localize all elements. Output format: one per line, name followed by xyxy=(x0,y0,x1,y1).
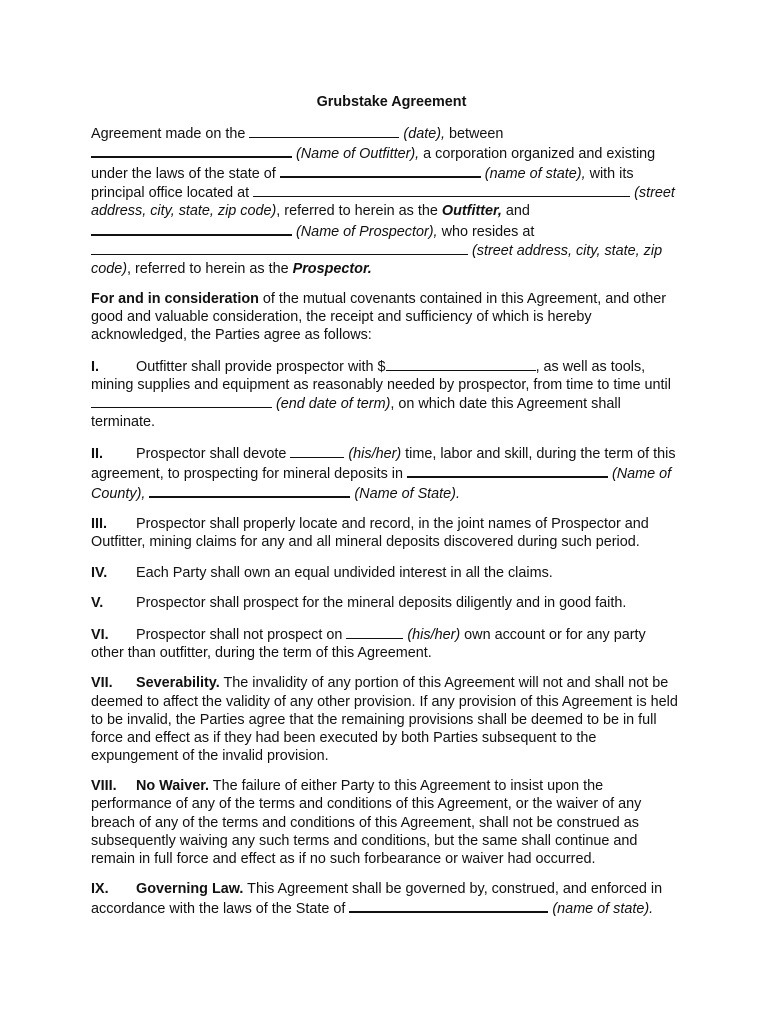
pronoun-hint: (his/her) xyxy=(407,626,461,643)
intro-text: who resides at xyxy=(441,223,535,240)
section-number: IX. xyxy=(91,881,109,898)
section-text: This Agreement shall be governed by, construed, and enforced in accordance with the laws of the State of xyxy=(91,881,663,918)
pronoun-blank[interactable] xyxy=(346,625,403,639)
consideration-lead: For and in consideration xyxy=(91,291,259,308)
section-text: time, labor and skill, during the term of this agreement, to prospecting for mineral deposits in xyxy=(91,445,676,482)
section-text: , on which date this Agreement shall terminate. xyxy=(91,396,621,431)
section-number: I. xyxy=(91,358,99,375)
outfitter-state-blank[interactable] xyxy=(280,163,481,178)
outfitter-address-hint: (street address, city, state, zip code) xyxy=(91,185,675,220)
section-text: Prospector shall not prospect on xyxy=(136,626,343,643)
section-number: V. xyxy=(91,595,104,612)
section-heading: No Waiver. xyxy=(136,778,210,795)
intro-text: and xyxy=(505,203,530,220)
section-text: Prospector shall prospect for the mineral deposits diligently and in good faith. xyxy=(136,595,627,612)
pronoun-hint: (his/her) xyxy=(348,445,402,462)
section-heading: Governing Law. xyxy=(136,881,244,898)
section-2 xyxy=(91,444,678,503)
state-blank[interactable] xyxy=(149,483,350,498)
intro-text: a corporation organized and existing under the laws of the state of xyxy=(91,146,656,183)
end-date-hint: (end date of term) xyxy=(276,396,391,413)
consideration-text: of the mutual covenants contained in this Agreement, and other good and valuable consideration, the receipt and sufficiency of which is hereby acknowledged, the Parties agree as follows: xyxy=(91,291,667,344)
section-6 xyxy=(91,625,678,662)
document-title: Grubstake Agreement xyxy=(316,94,467,110)
section-7 xyxy=(91,674,678,764)
section-9 xyxy=(91,880,678,918)
consideration-paragraph xyxy=(91,290,678,344)
section-text: Each Party shall own an equal undivided interest in all the claims. xyxy=(136,564,553,581)
section-4 xyxy=(91,564,678,582)
prospector-address-blank[interactable] xyxy=(91,241,468,255)
section-text: Prospector shall properly locate and record, in the joint names of Prospector and Outfitter, mining claims for any and all mineral deposits discovered during such period. xyxy=(91,516,649,551)
section-text: Prospector shall devote xyxy=(136,445,287,462)
end-date-blank[interactable] xyxy=(91,394,272,408)
prospector-name-blank[interactable] xyxy=(91,221,292,236)
section-number: II. xyxy=(91,445,103,462)
intro-text: with its principal office located at xyxy=(91,166,634,202)
section-text: , as well as tools, mining supplies and equipment as reasonably needed by prospector, from time to time until xyxy=(91,358,671,393)
section-text: own account or for any party other than outfitter, during the term of this Agreement. xyxy=(91,626,646,661)
section-text: The invalidity of any portion of this Agreement will not and shall not be deemed to affect the validity of any other provision. If any provision of this Agreement is held to be invalid, the Parties agree that the remaining provisions shall be deemed to be in full force and effect as if they had been executed by both Parties subsequent to the expungement of the invalid provision. xyxy=(91,675,678,764)
prospector-defined-term: Prospector. xyxy=(292,260,372,277)
outfitter-name-hint: (Name of Outfitter), xyxy=(296,146,420,163)
outfitter-address-blank[interactable] xyxy=(253,183,630,197)
pronoun-blank[interactable] xyxy=(290,444,344,458)
section-8 xyxy=(91,777,678,867)
prospector-name-hint: (Name of Prospector), xyxy=(296,223,438,240)
section-number: III. xyxy=(91,516,107,533)
section-3 xyxy=(91,515,678,551)
section-text: The failure of either Party to this Agreement to insist upon the performance of any of the terms and conditions of this Agreement, or the waiver of any breach of any of the terms and conditions of this Agreement, shall not be construed as subsequently waiving any such terms and conditions, but the same shall continue and remain in full force and effect as if no such forbearance or waiver had occurred. xyxy=(91,778,642,867)
prospector-address-hint: (street address, city, state, zip code) xyxy=(91,242,663,277)
state-hint: (Name of State). xyxy=(354,485,460,502)
section-1 xyxy=(91,357,678,431)
intro-text: , referred to herein as the xyxy=(127,260,289,277)
outfitter-defined-term: Outfitter, xyxy=(441,203,502,220)
outfitter-name-blank[interactable] xyxy=(91,143,292,158)
county-blank[interactable] xyxy=(407,463,608,478)
section-5 xyxy=(91,594,678,612)
section-heading: Severability. xyxy=(136,675,220,692)
intro-text: between xyxy=(449,126,504,143)
amount-blank[interactable] xyxy=(386,357,536,371)
governing-state-blank[interactable] xyxy=(349,898,548,913)
section-number: VIII. xyxy=(91,778,117,795)
section-number: VII. xyxy=(91,675,113,692)
intro-paragraph xyxy=(91,124,678,278)
intro-text: Agreement made on the xyxy=(91,126,246,143)
intro-text: , referred to herein as the xyxy=(276,203,438,220)
section-number: VI. xyxy=(91,626,109,643)
governing-state-hint: (name of state). xyxy=(552,901,654,918)
outfitter-state-hint: (name of state), xyxy=(484,166,586,183)
county-hint: (Name of County), xyxy=(91,465,672,502)
section-number: IV. xyxy=(91,564,108,581)
section-text: Outfitter shall provide prospector with $ xyxy=(136,358,386,375)
date-hint: (date), xyxy=(403,126,445,143)
date-blank[interactable] xyxy=(249,124,399,138)
